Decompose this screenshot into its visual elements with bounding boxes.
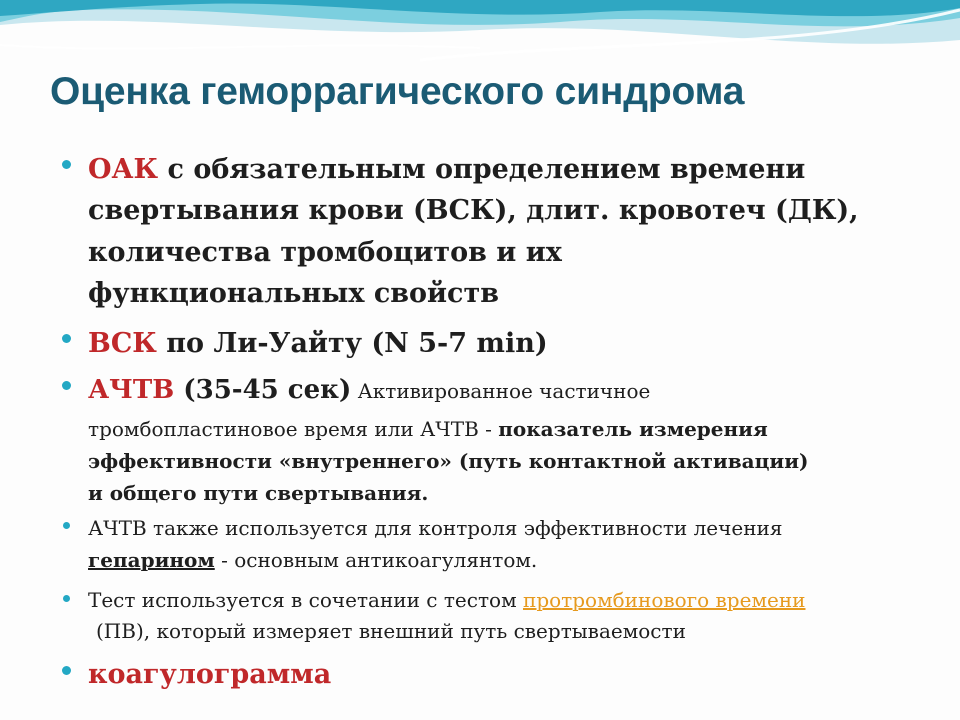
item-heparin-rest: - основным антикоагулянтом. — [214, 548, 538, 572]
item-test-line1 — [88, 585, 806, 615]
slide-title: Оценка геморрагического синдрома — [50, 70, 745, 113]
item-vsk-text: по Ли-Уайту (N 5-7 min) — [156, 328, 548, 359]
item-oak-line3: количества тромбоцитов и их — [88, 237, 562, 268]
bullet-dot-icon — [62, 666, 71, 675]
item-oak-lead: ОАК — [88, 154, 159, 185]
item-vsk — [88, 323, 548, 364]
item-achtv-desc2-bold: показатель измерения — [498, 417, 768, 441]
item-achtv-lead: АЧТВ — [88, 375, 175, 405]
item-achtv-line4: и общего пути свертывания. — [88, 481, 429, 505]
item-vsk-lead: ВСК — [88, 328, 157, 359]
item-achtv-line3: эффективности «внутреннего» (путь контактной активации) — [88, 449, 809, 473]
item-achtv-heparin-line2 — [88, 545, 537, 575]
item-oak-line1 — [88, 149, 805, 190]
item-achtv-range: (35-45 сек) — [174, 375, 352, 405]
bullet-dot-icon — [63, 595, 70, 602]
bullet-dot-icon — [62, 160, 71, 169]
bullet-dot-icon — [62, 381, 71, 390]
item-oak-line4: функциональных свойств — [88, 278, 499, 309]
item-test-line2: (ПВ), который измеряет внешний путь свертываемости — [96, 619, 686, 643]
item-test-text: Тест используется в сочетании с тестом — [88, 588, 523, 612]
item-coagulogram: коагулограмма — [88, 659, 332, 690]
item-achtv-line2 — [88, 414, 768, 444]
item-achtv-line1 — [88, 370, 650, 413]
header-wave-decoration — [0, 0, 960, 80]
bullet-dot-icon — [63, 522, 70, 529]
item-oak-text1: с обязательным определением времени — [158, 154, 806, 185]
bullet-dot-icon — [62, 334, 71, 343]
prothrombin-time-link[interactable]: протромбинового времени — [522, 588, 806, 612]
item-oak-line2: свертывания крови (ВСК), длит. кровотеч (ДК), — [88, 195, 859, 226]
heparin-term: гепарином — [88, 548, 215, 572]
item-achtv-heparin-line1: АЧТВ также используется для контроля эффективности лечения — [88, 516, 783, 540]
item-achtv-desc2: тромбопластиновое время или АЧТВ - — [88, 417, 499, 441]
item-achtv-desc1: Активированное частичное — [351, 379, 651, 403]
